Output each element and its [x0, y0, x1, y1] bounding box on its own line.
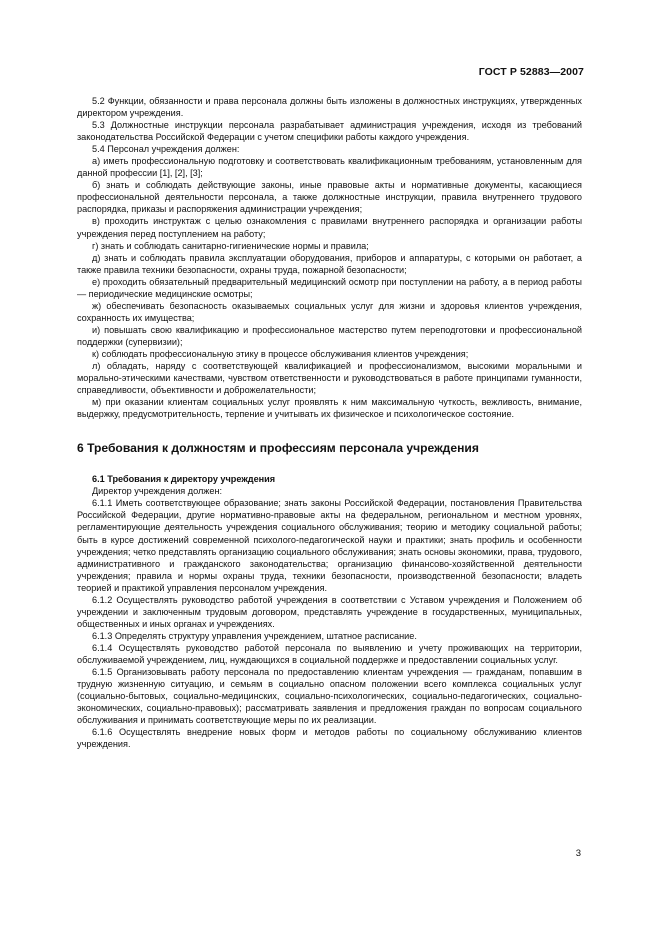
paragraph: л) обладать, наряду с соответствующей квалификацией и профессионализмом, высокими моральными и морально-этическими качествами, чувством ответственности и руководствоваться в работе принципами гуманности, справедливости, объективности и доброжелательности;	[77, 361, 582, 396]
paragraph: Директор учреждения должен:	[92, 486, 223, 497]
paragraph: в) проходить инструктаж с целью ознакомления с правилами внутреннего распорядка и организации работы учреждения перед поступлением на работу;	[77, 216, 582, 239]
paragraph: 5.2 Функции, обязанности и права персонала должны быть изложены в должностных инструкциях, утвержденных директором учреждения.	[77, 96, 582, 119]
paragraph: 5.3 Должностные инструкции персонала разрабатывает администрация учреждения, исходя из требований законодательства Российской Федерации с учетом специфики работы каждого учреждения.	[77, 120, 582, 143]
paragraph: 6.1.6 Осуществлять внедрение новых форм и методов работы по социальному обслуживанию клиентов учреждения.	[77, 727, 582, 750]
paragraph: к) соблюдать профессиональную этику в процессе обслуживания клиентов учреждения;	[92, 348, 469, 359]
paragraph: д) знать и соблюдать правила эксплуатации оборудования, приборов и аппаратуры, с которыми он работает, а также правила техники безопасности, охраны труда, пожарной безопасности;	[77, 252, 582, 275]
section-heading: 6 Требования к должностям и профессиям персонала учреждения	[77, 441, 479, 456]
paragraph: г) знать и соблюдать санитарно-гигиенические нормы и правила;	[92, 240, 369, 251]
paragraph: а) иметь профессиональную подготовку и соответствовать квалификационным требованиям, установленным для данной профессии [1], [2], [3];	[77, 156, 582, 179]
paragraph: м) при оказании клиентам социальных услуг проявлять к ним максимальную чуткость, вежливость, внимание, выдержку, предусмотрительность, терпение и учитывать их физическое и психологическое состояние.	[77, 397, 582, 420]
paragraph: б) знать и соблюдать действующие законы, иные правовые акты и нормативные документы, касающиеся профессиональной деятельности персонала, а также должностные инструкции, правила внутреннего трудового распорядка, приказы и распоряжения администрации учреждения;	[77, 180, 582, 215]
paragraph: 6.1.5 Организовывать работу персонала по предоставлению клиентам учреждения — гражданам, попавшим в трудную жизненную ситуацию, и семьям в социально опасном положении всего комплекса социальных услуг (социально-бытовых, социально-медицинских, социально-психологических, социально-педагогических, социально-экономических, социально-правовых); рассматривать заявления и предложения граждан по вопросам социального обслуживания и принимать соответствующие меры по их реализации.	[77, 667, 582, 726]
paragraph: 6.1.1 Иметь соответствующее образование; знать законы Российской Федерации, постановления Правительства Российской Федерации, другие нормативно-правовые акты на федеральном, региональном и местном уровнях, регламентирующие деятельность учреждения социального обслуживания; теорию и методику социальной работы; быть в курсе достижений современной психолого-педагогической науки и практики; знать профиль и особенности учреждения; четко представлять организацию социального обслуживания; знать основы экономики, права, трудового, административного и гражданского законодательства; организацию финансово-хозяйственной деятельности учреждения; правила и нормы охраны труда, техники безопасности, производственной безопасности; владеть теорией и практикой управления персоналом учреждения.	[77, 498, 582, 593]
paragraph: ж) обеспечивать безопасность оказываемых социальных услуг для жизни и здоровья клиентов учреждения, сохранность их имущества;	[77, 300, 582, 323]
page-number: 3	[575, 848, 581, 859]
subsection-heading: 6.1 Требования к директору учреждения	[92, 474, 276, 485]
document-code: ГОСТ Р 52883—2007	[478, 66, 584, 78]
paragraph: и) повышать свою квалификацию и профессиональное мастерство путем переподготовки и профессиональной поддержки (супервизии);	[77, 324, 582, 347]
paragraph: 6.1.4 Осуществлять руководство работой персонала по выявлению и учету проживающих на территории, обслуживаемой учреждением, лиц, нуждающихся в социальной поддержке и предоставлении социальных услуг.	[77, 642, 582, 665]
paragraph: 6.1.3 Определять структуру управления учреждением, штатное расписание.	[92, 630, 417, 641]
paragraph: 5.4 Персонал учреждения должен:	[92, 144, 240, 155]
paragraph: е) проходить обязательный предварительный медицинский осмотр при поступлении на работу, а в период работы — периодические медицинские осмотры;	[77, 276, 582, 299]
document-body	[77, 95, 582, 750]
paragraph: 6.1.2 Осуществлять руководство работой учреждения в соответствии с Уставом учреждения и Положением об учреждении и заключенным трудовым договором, представлять учреждение в государственных, муниципальных, общественных и иных органах и учреждениях.	[77, 594, 582, 629]
